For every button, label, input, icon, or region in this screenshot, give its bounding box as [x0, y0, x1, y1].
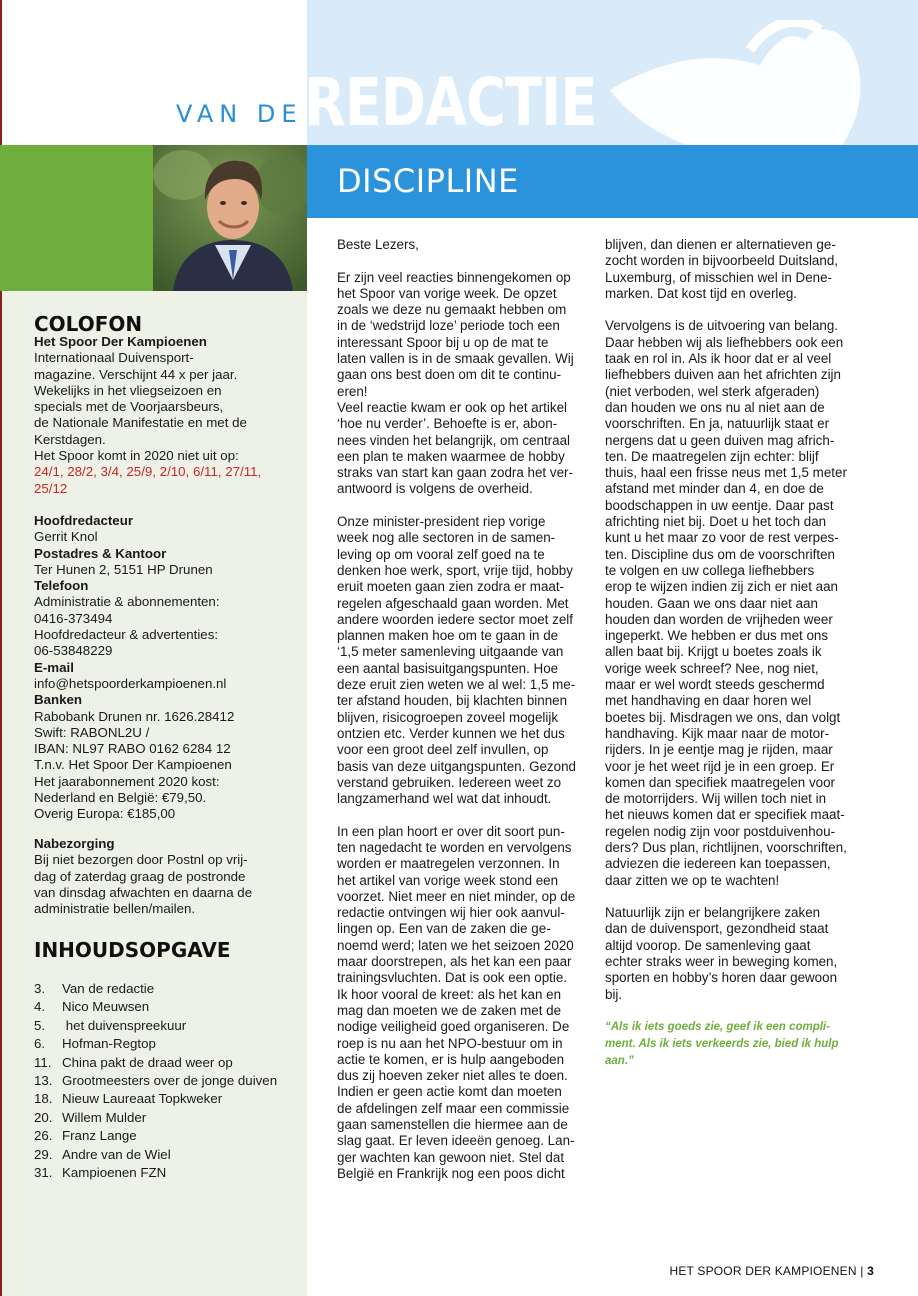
toc-heading: INHOUDSOPGAVE [34, 938, 231, 962]
banks-label: Banken [34, 692, 83, 708]
article-paragraph: In een plan hoort er over dit soort pun- ten nagedacht te worden en vervolgens worden er maatregelen verzonnen. In het artikel van vorige week stond een voorzet. Niet meer en niet minder, op de redactie ontvingen wij hier ook aanvul- lingen op. Een van de zaken die ge- noemd werd; laten we het seizoen 2020 maar doorstrepen, als het kan een paar trainingsvluchten. Dat is ook een optie. Ik hoor vooral de kreet: als het kan en mag dan moeten we de zaken met de nodige veiligheid goed organiseren. De roep is nu aan het NPO-bestuur om in actie te komen, er is hulp aangeboden dus zij hoeven zeker niet alles te doen. Indien er geen actie komt dan moeten de afdelingen zelf maar een commissie gaan samenstellen die hiermee aan de slag gaat. Er leven ideeën genoeg. Lan- ger wachten kan gewoon niet. Stel dat België en Frankrijk nog een poos dicht [337, 823, 576, 1181]
toc-item [34, 998, 304, 1016]
colofon-heading: COLOFON [34, 312, 143, 336]
toc-title: Willem Mulder [62, 1109, 147, 1125]
toc-page-number: 26. [34, 1128, 53, 1144]
contact-block [34, 513, 304, 823]
after-care-label: Nabezorging [34, 836, 115, 851]
page-number: 3 [867, 1264, 874, 1278]
author-photo [153, 145, 307, 291]
toc-item [34, 1146, 304, 1164]
toc-item [34, 1054, 304, 1072]
article-paragraph: Veel reactie kwam er ook op het artikel ‘hoe nu verder’. Behoefte is er, abon- nees vinden het belangrijk, om centraal een plan te maken waarmee de hobby straks van start kan gaan zodra het ver- antwoord is volgens de overheid. [337, 399, 573, 497]
toc-page-number: 6. [34, 1036, 46, 1052]
toc-item [34, 980, 304, 998]
green-accent-block [0, 145, 153, 291]
publisher-name: Het Spoor Der Kampioenen [34, 334, 207, 349]
toc-title: Franz Lange [62, 1128, 137, 1144]
colofon-intro: Internationaal Duivensport- magazine. Verschijnt 44 x per jaar. Wekelijks in het vliegseizoen en specials met de Voorjaarsbeurs, de Nationale Manifestatie en met de Kerstdagen. Het Spoor komt in 2020 niet uit op: [34, 350, 247, 464]
article-paragraph: Onze minister-president riep vorige week nog alle sectoren in de samen- leving op om vooral zelf goed na te denken hoe werk, sport, vrije tijd, hobby eruit moeten gaan zien zodra er maat- regelen afgeschaald gaan worden. Met andere woorden iedere sector moet zelf plannen maken hoe om te gaan in de ‘1,5 meter samenleving uitgaande van een aantal basisuitgangspunten. Hoe deze eruit zien weten we al wel: 1,5 me- ter afstand houden, bij klachten binnen blijven, risicogroepen zoveel mogelijk ontzien etc. Verder kunnen we het dus voor een groot deel zelf invullen, op basis van deze uitgangspunten. Gezond verstand gebruiken. Iedereen weet zo langzamerhand wel wat dat inhoudt. [337, 514, 576, 807]
page-edge [0, 0, 2, 145]
toc-title: Van de redactie [62, 981, 155, 996]
toc-title: China pakt de draad weer op [62, 1054, 233, 1070]
skip-dates: 24/1, 28/2, 3/4, 25/9, 2/10, 6/11, 27/11, 25/12 [34, 464, 262, 496]
toc-page-number: 29. [34, 1146, 53, 1162]
article-paragraph: Vervolgens is de uitvoering van belang. Daar hebben wij als liefhebbers ook een taak en rol in. Als ik hoor dat er al veel liefhebbers duiven aan het africhten zijn (niet verboden, wel sterk afgeraden) dan houden we ons nu al niet aan de voorschriften. En ja, natuurlijk staat er nergens dat u geen duiven mag africh- ten. De maatregelen zijn echter: blijf thuis, haal een frisse neus met 1,5 meter afstand met minder dan 4, en doe de boodschappen in uw eentje. Daar past africhting niet bij. Doet u het toch dan kunt u het maar zo voor de rest verpes- ten. Discipline dus om de voorschriften te volgen en uw collega liefhebbers erop te wijzen indien zij zich er niet aan houden. Gaan we ons daar niet aan houden dan worden de vrijheden weer ingeperkt. We hebben er dus met ons allen baat bij. Krijgt u boetes zoals ik vorige week schreef? Nee, nog niet, maar er wel wordt steeds geschermd met handhaving en daar horen wel boetes bij. Misdragen we ons, dan volgt handhaving. Kijk maar naar de motor- rijders. In je eentje mag je rijden, maar voor je het weet rijd je in een groep. Er komen dan specifiek maatregelen voor de motorrijders. Wij willen toch niet in het nieuws komen dat er specifiek maat- regelen nodig zijn voor postduivenhou- ders? Dus plan, richtlijnen, voorschriften, adviezen die iedereen kan toepassen, daar zitten we op te wachten! [605, 318, 847, 888]
article-paragraph: Beste Lezers, [337, 237, 419, 252]
bank-details: Rabobank Drunen nr. 1626.28412 Swift: RABONL2U / IBAN: NL97 RABO 0162 6284 12 T.n.v. Het Spoor Der Kampioenen Het jaarabonnement 2020 kost: Nederland en België: €79,50. Overig Europa: €185,00 [34, 708, 235, 822]
section-title: DISCIPLINE [337, 162, 519, 200]
toc-page-number: 31. [34, 1165, 53, 1181]
email-address: info@hetspoorderkampioenen.nl [34, 675, 227, 691]
toc-page-number: 13. [34, 1073, 53, 1089]
colofon-block [34, 334, 304, 497]
kicker-label: VAN DE [176, 100, 303, 128]
toc-item [34, 1035, 304, 1053]
article-column-1 [337, 237, 599, 1199]
toc-item [34, 1164, 304, 1182]
toc-page-number: 20. [34, 1109, 53, 1125]
phone-admin-label: Administratie & abonnementen: [34, 594, 220, 610]
address: Ter Hunen 2, 5151 HP Drunen [34, 561, 213, 577]
pull-quote: “Als ik iets goeds zie, geef ik een compli- ment. Als ik iets verkeerds zie, bied ik hulp aan.” [605, 1021, 839, 1068]
footer-magazine: HET SPOOR DER KAMPIOENEN [669, 1264, 857, 1278]
table-of-contents [34, 980, 304, 1182]
article-paragraph: blijven, dan dienen er alternatieven ge- zocht worden in bijvoorbeeld Duitsland, Luxemburg, of misschien wel in Dene- marken. Dat kost tijd en overleg. [605, 237, 838, 301]
footer-separator: | [856, 1264, 868, 1278]
phone-editor-label: Hoofdredacteur & advertenties: [34, 627, 219, 643]
address-label: Postadres & Kantoor [34, 545, 167, 561]
editor-name: Gerrit Knol [34, 529, 98, 545]
toc-page-number: 4. [34, 999, 46, 1015]
after-care-block [34, 836, 304, 917]
toc-page-number: 3. [34, 981, 46, 996]
phone-editor: 06-53848229 [34, 643, 113, 659]
toc-item [34, 1017, 304, 1035]
toc-title: het duivenspreekuur [62, 1017, 187, 1033]
toc-item [34, 1127, 304, 1145]
toc-title: Nico Meuwsen [62, 999, 150, 1015]
toc-item [34, 1090, 304, 1108]
phone-label: Telefoon [34, 578, 89, 594]
article-paragraph: Natuurlijk zijn er belangrijkere zaken dan de duivensport, gezondheid staat altijd voorop. De samenleving gaat echter straks weer in beweging komen, sporten en hobby’s horen daar gewoon bij. [605, 905, 838, 1002]
editor-label: Hoofdredacteur [34, 513, 133, 528]
phone-admin: 0416-373494 [34, 610, 113, 626]
toc-title: Nieuw Laureaat Topkweker [62, 1091, 223, 1107]
toc-item [34, 1109, 304, 1127]
article-column-2 [605, 237, 867, 1070]
page-title: REDACTIE [304, 64, 597, 141]
toc-page-number: 18. [34, 1091, 53, 1107]
toc-page-number: 5. [34, 1017, 46, 1033]
toc-title: Andre van de Wiel [62, 1146, 171, 1162]
page-footer [669, 1264, 874, 1278]
after-care-text: Bij niet bezorgen door Postnl op vrij- dag of zaterdag graag de postronde van dinsdag afwachten en daarna de administratie bellen/mailen. [34, 852, 253, 917]
toc-title: Hofman-Regtop [62, 1036, 156, 1052]
toc-page-number: 11. [34, 1054, 52, 1070]
email-label: E-mail [34, 659, 74, 675]
toc-item [34, 1072, 304, 1090]
toc-title: Grootmeesters over de jonge duiven [62, 1073, 278, 1089]
toc-title: Kampioenen FZN [62, 1165, 167, 1181]
article-paragraph: Er zijn veel reacties binnengekomen op het Spoor van vorige week. De opzet zoals we deze nu gemaakt hebben om in de ‘wedstrijd loze’ periode toch een interessant Spoor bij u op de mat te laten vallen is in de smaak gevallen. Wij gaan ons best doen om dit te continu- eren! [337, 269, 574, 399]
